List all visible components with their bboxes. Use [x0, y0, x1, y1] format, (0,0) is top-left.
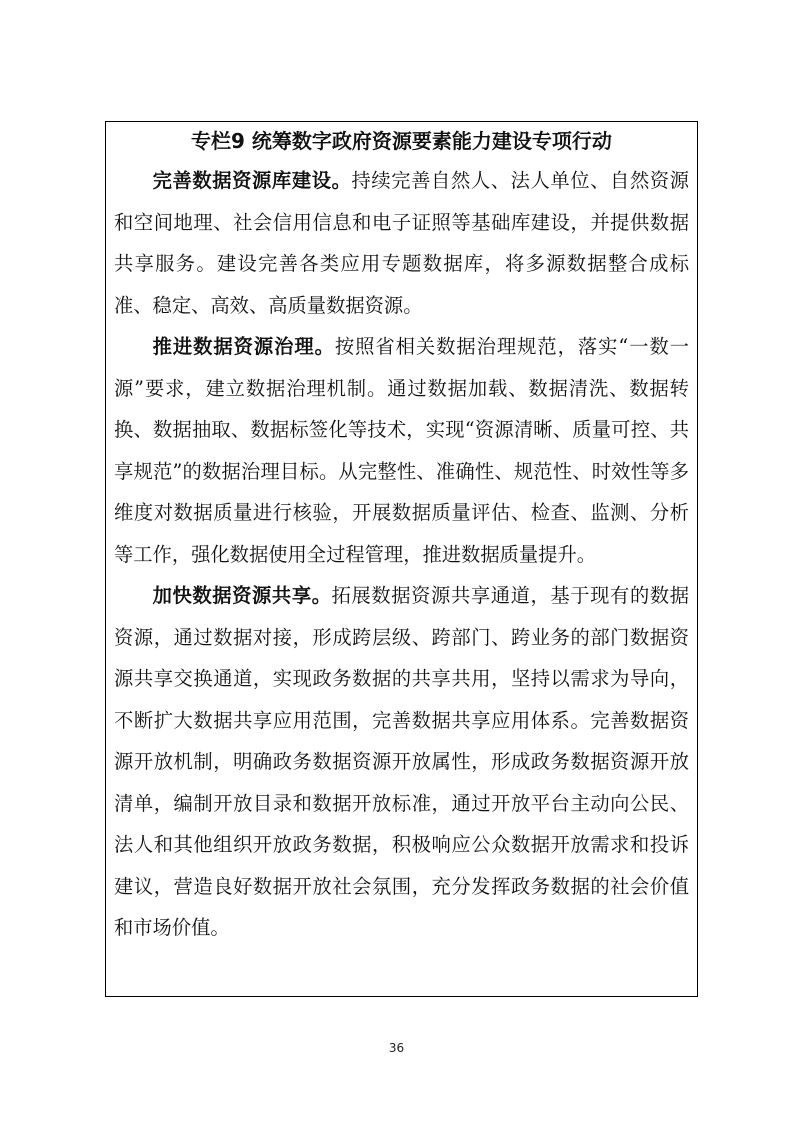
paragraph-lead: 完善数据资源库建设。 — [152, 169, 352, 192]
paragraph-data-sharing — [114, 575, 689, 949]
paragraph-lead: 推进数据资源治理。 — [152, 335, 335, 358]
page-number: 36 — [388, 1041, 405, 1055]
paragraph-data-governance — [114, 326, 689, 575]
paragraph-lead: 加快数据资源共享。 — [152, 584, 332, 607]
paragraph-text: 持续完善自然人、法人单位、自然资源和空间地理、社会信用信息和电子证照等基础库建设，并提供数据共享服务。建设完善各类应用专题数据库，将多源数据整合成标准、稳定、高效、高质量数据资源。 — [114, 169, 690, 317]
paragraph-text: 拓展数据资源共享通道，基于现有的数据资源，通过数据对接，形成跨层级、跨部门、跨业务的部门数据资源共享交换通道，实现政务数据的共享共用，坚持以需求为导向，不断扩大数据共享应用范围，完善数据共享应用体系。完善数据资源开放机制，明确政务数据资源开放属性，形成政务数据资源开放清单，编制开放目录和数据开放标准，通过开放平台主动向公民、法人和其他组织开放政务数据，积极响应公众数据开放需求和投诉建议，营造良好数据开放社会氛围，充分发挥政务数据的社会价值和市场价值。 — [114, 584, 690, 939]
box-title: 专栏9 统筹数字政府资源要素能力建设专项行动 — [191, 129, 612, 153]
special-column-box — [105, 121, 698, 997]
paragraph-text: 按照省相关数据治理规范，落实“一数一源”要求，建立数据治理机制。通过数据加载、数据清洗、数据转换、数据抽取、数据标签化等技术，实现“资源清晰、质量可控、共享规范”的数据治理目标。从完整性、准确性、规范性、时效性等多维度对数据质量进行核验，开展数据质量评估、检查、监测、分析等工作，强化数据使用全过程管理，推进数据质量提升。 — [114, 335, 689, 566]
paragraph-data-resource-library — [114, 160, 689, 326]
